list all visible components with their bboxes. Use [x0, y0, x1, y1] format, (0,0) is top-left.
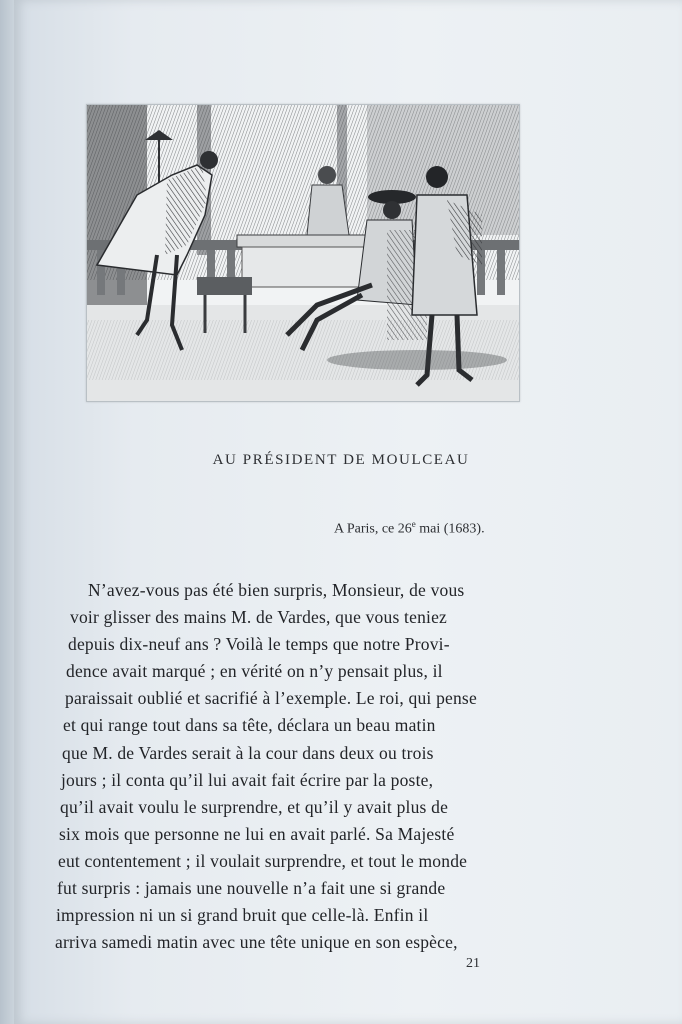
page-number: 21 — [466, 956, 480, 971]
body-line: eut contentement ; il voulait surprendre, et tout le monde — [58, 851, 468, 871]
body-line: impression ni un si grand bruit que celle-là. Enfin il — [56, 905, 429, 925]
body-line: depuis dix-neuf ans ? Voilà le temps que notre Provi- — [68, 634, 450, 654]
body-line: voir glisser des mains M. de Vardes, que vous teniez — [70, 607, 448, 627]
body-line: arriva samedi matin avec une tête unique en son espèce, — [55, 932, 458, 952]
dateline — [334, 519, 485, 538]
letter-heading: AU PRÉSIDENT DE MOULCEAU — [212, 452, 470, 468]
dateline-suffix: mai (1683). — [415, 521, 485, 537]
body-line: que M. de Vardes serait à la cour dans deux ou trois — [62, 743, 434, 763]
body-line: dence avait marqué ; en vérité on n’y pensait plus, il — [66, 661, 443, 681]
body-line: et qui range tout dans sa tête, déclara un beau matin — [63, 715, 436, 735]
body-line: fut surpris : jamais une nouvelle n’a fait une si grande — [57, 878, 446, 898]
dateline-prefix: A Paris, ce 26 — [334, 521, 412, 537]
body-line: six mois que personne ne lui en avait parlé. Sa Majesté — [59, 824, 455, 844]
engraving-image — [87, 105, 519, 401]
body-line: paraissait oublié et sacrifié à l’exemple. Le roi, qui pense — [65, 688, 477, 708]
body-line: qu’il avait voulu le surprendre, et qu’il y avait plus de — [60, 797, 449, 817]
engraving-illustration — [86, 104, 520, 402]
body-line: jours ; il conta qu’il lui avait fait écrire par la poste, — [61, 770, 434, 790]
body-line: N’avez-vous pas été bien surpris, Monsieur, de vous — [88, 580, 465, 600]
dateline-superscript: e — [411, 519, 416, 529]
